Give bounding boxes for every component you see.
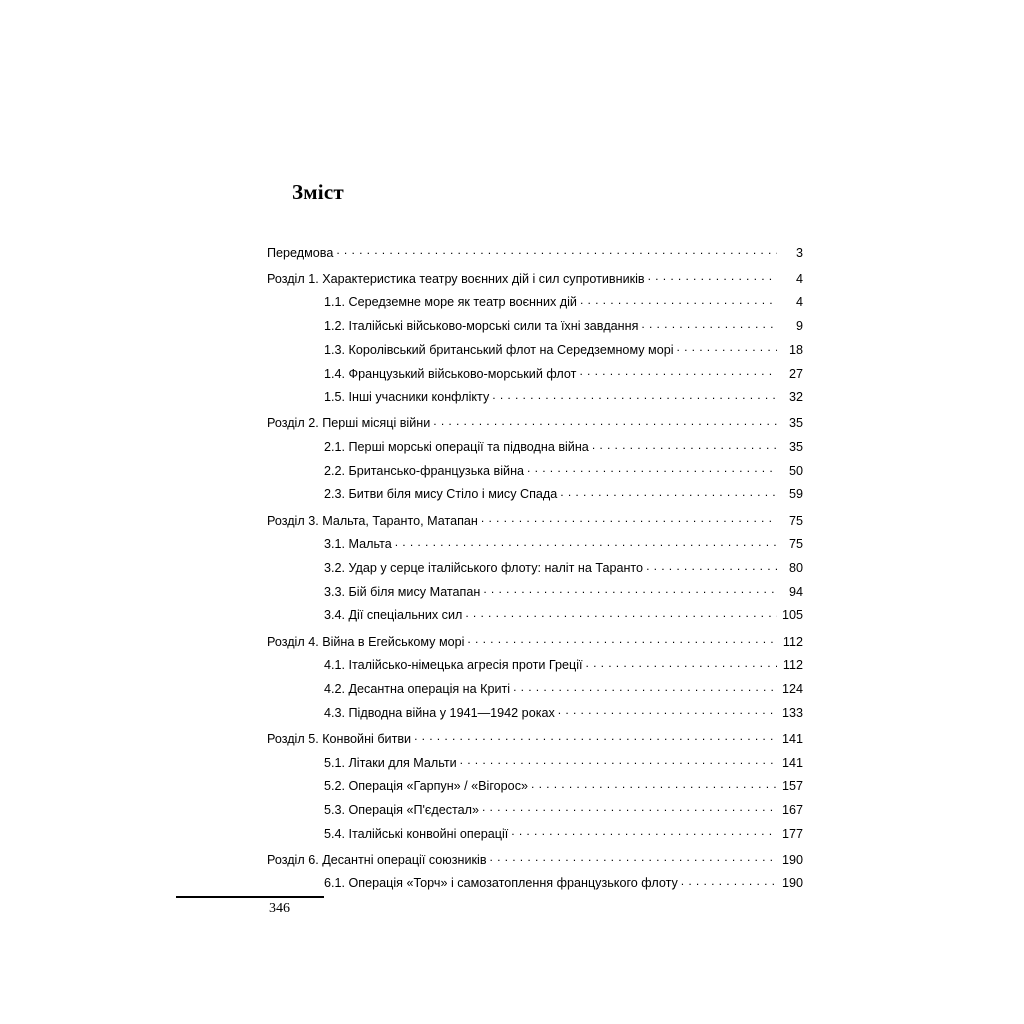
- toc-leader-dots: [513, 680, 777, 693]
- toc-leader-dots: [465, 607, 777, 620]
- toc-entry[interactable]: [324, 825, 803, 840]
- toc-entry-page-number: 75: [788, 513, 803, 528]
- toc-entry[interactable]: [267, 415, 803, 430]
- toc-entry[interactable]: [267, 633, 803, 648]
- toc-entry[interactable]: [267, 270, 803, 285]
- toc-leader-dots: [531, 778, 777, 791]
- toc-entry[interactable]: [324, 559, 803, 574]
- toc-entry[interactable]: [324, 462, 803, 477]
- toc-leader-dots: [511, 825, 777, 838]
- toc-entry-label: 1.5. Інші учасники конфлікту: [324, 390, 490, 405]
- toc-entry-label: 3.2. Удар у серце італійського флоту: наліт на Таранто: [324, 561, 644, 576]
- toc-entry[interactable]: [324, 704, 803, 719]
- toc-entry-page-number: 190: [781, 852, 803, 867]
- toc-leader-dots: [586, 657, 777, 670]
- toc-entry[interactable]: [324, 875, 803, 890]
- toc-entry-page-number: 75: [788, 537, 803, 552]
- toc-entry-page-number: 124: [781, 681, 803, 696]
- toc-leader-dots: [492, 389, 777, 402]
- toc-entry-page-number: 141: [781, 755, 803, 770]
- toc-leader-dots: [580, 294, 777, 307]
- toc-entry[interactable]: [267, 730, 803, 745]
- toc-entry[interactable]: [267, 851, 803, 866]
- toc-leader-dots: [681, 875, 777, 888]
- toc-leader-dots: [490, 851, 777, 864]
- toc-leader-dots: [527, 462, 777, 475]
- toc-entry[interactable]: [324, 536, 803, 551]
- toc-entry-label: 2.2. Британсько-французька війна: [324, 463, 525, 478]
- toc-entry-page-number: 105: [781, 608, 803, 623]
- toc-entry[interactable]: [324, 439, 803, 454]
- toc-leader-dots: [467, 633, 777, 646]
- toc-entry[interactable]: [324, 754, 803, 769]
- page-title: Зміст: [292, 180, 344, 204]
- toc-entry-page-number: 112: [782, 634, 803, 649]
- toc-entry[interactable]: [324, 801, 803, 816]
- toc-entry-page-number: 4: [795, 271, 803, 286]
- toc-entry-page-number: 177: [781, 826, 803, 841]
- toc-entry-label: 3.4. Дії спеціальних сил: [324, 608, 463, 623]
- toc-entry[interactable]: [324, 778, 803, 793]
- toc-entry-label: 1.1. Середземне море як театр воєнних дій: [324, 295, 577, 310]
- toc-entry-label: 3.1. Мальта: [324, 537, 392, 552]
- toc-entry-label: 1.2. Італійські військово-морські сили та їхні завдання: [324, 319, 639, 334]
- toc-entry-label: Розділ 6. Десантні операції союзників: [267, 852, 487, 867]
- toc-entry-label: 5.2. Операція «Гарпун» / «Вігорос»: [324, 779, 528, 794]
- toc-leader-dots: [414, 730, 777, 743]
- toc-entry-label: 3.3. Бій біля мису Матапан: [324, 584, 481, 599]
- toc-entry-label: Передмова: [267, 245, 334, 260]
- toc-leader-dots: [483, 583, 777, 596]
- toc-entry-label: 2.3. Битви біля мису Стіло і мису Спада: [324, 487, 558, 502]
- toc-entry-label: Розділ 1. Характеристика театру воєнних дій і сил супротивників: [267, 271, 645, 286]
- toc-entry-page-number: 80: [788, 561, 803, 576]
- toc-entry[interactable]: [267, 244, 803, 259]
- toc-entry-label: Розділ 2. Перші місяці війни: [267, 416, 431, 431]
- toc-entry-label: 4.3. Підводна війна у 1941—1942 роках: [324, 705, 555, 720]
- toc-entry-page-number: 157: [781, 779, 803, 794]
- toc-entry[interactable]: [324, 341, 803, 356]
- toc-leader-dots: [481, 512, 777, 525]
- toc-entry-page-number: 27: [788, 366, 803, 381]
- toc-entry-page-number: 35: [788, 440, 803, 455]
- toc-entry-label: 1.3. Королівський британський флот на Середземному морі: [324, 342, 674, 357]
- toc-leader-dots: [558, 704, 777, 717]
- toc-entry-page-number: 18: [788, 342, 803, 357]
- toc-entry-label: 6.1. Операція «Торч» і самозатоплення французького флоту: [324, 876, 678, 891]
- toc-entry[interactable]: [324, 680, 803, 695]
- toc-entry-page-number: 35: [788, 416, 803, 431]
- toc-leader-dots: [592, 439, 777, 452]
- toc-entry[interactable]: [324, 365, 803, 380]
- toc-leader-dots: [336, 244, 777, 257]
- toc-entry-label: Розділ 5. Конвойні битви: [267, 731, 412, 746]
- toc-entry-label: 4.1. Італійсько-німецька агресія проти Греції: [324, 658, 583, 673]
- toc-entry-page-number: 3: [795, 245, 803, 260]
- toc-entry[interactable]: [324, 607, 803, 622]
- toc-entry[interactable]: [324, 583, 803, 598]
- toc-leader-dots: [677, 341, 777, 354]
- toc-entry-page-number: 141: [781, 731, 803, 746]
- toc-entry-label: Розділ 4. Війна в Егейському морі: [267, 634, 465, 649]
- toc-entry-label: 5.3. Операція «П'єдестал»: [324, 802, 479, 817]
- toc-entry-page-number: 94: [788, 584, 803, 599]
- folio-rule: [176, 896, 324, 898]
- toc-entry-label: 2.1. Перші морські операції та підводна війна: [324, 440, 589, 455]
- toc-entry-label: 4.2. Десантна операція на Криті: [324, 681, 511, 696]
- toc-leader-dots: [646, 559, 777, 572]
- toc-entry[interactable]: [324, 486, 803, 501]
- toc-entry-page-number: 133: [781, 705, 803, 720]
- toc-entry-label: Розділ 3. Мальта, Таранто, Матапан: [267, 513, 478, 528]
- toc-entry-page-number: 32: [788, 390, 803, 405]
- toc-entry-label: 5.1. Літаки для Мальти: [324, 755, 457, 770]
- toc-entry-page-number: 50: [788, 463, 803, 478]
- toc-entry-page-number: 167: [781, 802, 803, 817]
- toc-entry-page-number: 4: [795, 295, 803, 310]
- toc-entry[interactable]: [267, 512, 803, 527]
- toc-leader-dots: [641, 318, 777, 331]
- toc-entry[interactable]: [324, 318, 803, 333]
- toc-entry-page-number: 190: [781, 876, 803, 891]
- toc-leader-dots: [648, 270, 777, 283]
- toc-entry-label: 1.4. Французький військово-морський флот: [324, 366, 577, 381]
- toc-entry[interactable]: [324, 294, 803, 309]
- table-of-contents: [267, 244, 803, 890]
- toc-entry-page-number: 112: [782, 658, 803, 673]
- toc-leader-dots: [433, 415, 777, 428]
- toc-entry-label: 5.4. Італійські конвойні операції: [324, 826, 509, 841]
- toc-entry-page-number: 59: [788, 487, 803, 502]
- toc-leader-dots: [579, 365, 777, 378]
- toc-leader-dots: [460, 754, 777, 767]
- toc-entry[interactable]: [324, 657, 803, 672]
- toc-entry-page-number: 9: [795, 319, 803, 334]
- folio-number: 346: [269, 901, 290, 916]
- toc-entry[interactable]: [324, 389, 803, 404]
- toc-leader-dots: [560, 486, 777, 499]
- toc-leader-dots: [482, 801, 777, 814]
- toc-leader-dots: [395, 536, 777, 549]
